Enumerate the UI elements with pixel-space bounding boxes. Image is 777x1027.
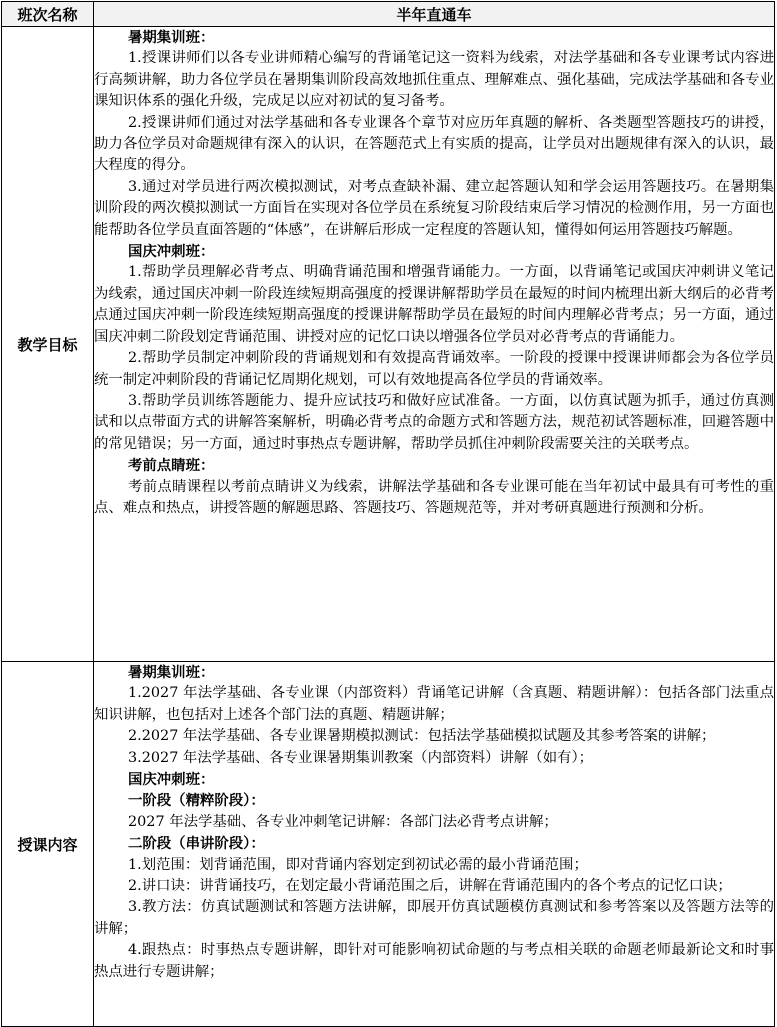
section-title-summer: 暑期集训班： (128, 664, 215, 681)
goals-row (2, 27, 775, 662)
phase1-text: 2027 年法学基础、各专业冲刺笔记讲解：各部门法必背考点讲解； (128, 813, 558, 830)
content-summer-item: 1.2027 年法学基础、各专业课（内部资料）背诵笔记讲解（含真题、精题讲解）：包括各部门法重点知识讲解，也包括对上述各个部门法的真题、精题讲解； (94, 685, 774, 723)
phase2-item: 1.划范围：划背诵范围，即对背诵内容划定到初试必需的最小背诵范围； (128, 856, 588, 873)
section-title-national: 国庆冲刺班： (128, 771, 215, 789)
phase2-item: 4.跟热点：时事热点专题讲解，即针对可能影响初试命题的与考点相关联的命题老师最新论文和时事热点进行专题讲解； (94, 942, 774, 980)
course-table (1, 1, 775, 1027)
header-row (2, 2, 775, 27)
goals-label: 教学目标 (2, 27, 94, 662)
content-summer-item: 2.2027 年法学基础、各专业课暑期模拟测试：包括法学基础模拟试题及其参考答案的讲解； (128, 728, 716, 745)
phase2-title: 二阶段（串讲阶段）： (128, 835, 265, 853)
goal-summer-item: 2.授课讲师们通过对法学基础和各专业课各个章节对应历年真题的解析、各类题型答题技巧的讲授，助力各位学员对命题规律有深入的认识，在答题范式上有实质的提高，让学员对出题规律有深入的认识，最大程度的得分。 (94, 114, 774, 174)
goal-summer-item: 1.授课讲师们以各专业讲师精心编写的背诵笔记这一资料为线索，对法学基础和各专业课考试内容进行高频讲解，助力各位学员在暑期集训阶段高效地抓住重点、理解难点、强化基础，完成法学基础和各专业课知识体系的强化升级，完成足以应对初试的复习备考。 (94, 50, 774, 110)
phase2-item: 2.讲口诀：讲背诵技巧，在划定最小背诵范围之后，讲解在背诵范围内的各个考点的记忆口诀； (128, 878, 732, 895)
phase1-title: 一阶段（精粹阶段）： (128, 792, 265, 810)
goal-summer-item: 3.通过对学员进行两次模拟测试，对考点查缺补漏、建立起答题认知和学会运用答题技巧。在暑期集训阶段的两次模拟测试一方面旨在实现对各位学员在系统复习阶段结束后学习情况的检测作用，另一方面也能帮助各位学员直面答题的“体感”，在讲解后形成一定程度的答题认知，懂得如何运用答题技巧解题。 (94, 178, 774, 238)
section-title-pre-exam: 考前点睛班： (128, 457, 215, 475)
header-program-name: 半年直通车 (94, 2, 775, 27)
header-class-name: 班次名称 (2, 2, 94, 27)
goal-national-item: 3.帮助学员训练答题能力、提升应试技巧和做好应试准备。一方面，以仿真试题为抓手，通过仿真测试和以点带面方式的讲解答案解析，明确必背考点的命题方式和答题方法，规范初试答题标准，回避答题中的常见错误；另一方面，通过时事热点专题讲解，帮助学员抓住冲刺阶段需要关注的关联考点。 (94, 392, 774, 452)
section-title-national: 国庆冲刺班： (128, 243, 215, 261)
goal-pre-exam-item: 考前点睛课程以考前点睛讲义为线索，讲解法学基础和各专业课可能在当年初试中最具有可考性的重点、难点和热点，讲授答题的解题思路、答题技巧、答题规范等，并对考研真题进行预测和分析。 (94, 478, 774, 516)
goal-national-item: 2.帮助学员制定冲刺阶段的背诵规划和有效提高背诵效率。一阶段的授课中授课讲师都会为各位学员统一制定冲刺阶段的背诵记忆周期化规划，可以有效地提高各位学员的背诵效率。 (94, 350, 774, 388)
goal-national-item: 1.帮助学员理解必背考点、明确背诵范围和增强背诵能力。一方面，以背诵笔记或国庆冲刺讲义笔记为线索，通过国庆冲刺一阶段连续短期高强度的授课讲解帮助学员在最短的时间内梳理出新大纲后的必背考点通过国庆冲刺一阶段连续短期高强度的授课讲解帮助学员在最短的时间内理解必背考点；另一方面，通过国庆冲刺二阶段划定背诵范围、讲授对应的记忆口诀以增强各位学员对必背考点的背诵能力。 (94, 264, 774, 345)
section-title-summer: 暑期集训班： (128, 29, 215, 46)
content-body (94, 662, 775, 1027)
content-summer-item: 3.2027 年法学基础、各专业课暑期集训教案（内部资料）讲解（如有）； (128, 749, 594, 766)
goals-content (94, 27, 775, 662)
phase2-item: 3.教方法：仿真试题测试和答题方法讲解，即展开仿真试题模仿真测试和参考答案以及答题方法等的讲解； (94, 899, 774, 937)
content-row (2, 662, 775, 1027)
content-label: 授课内容 (2, 662, 94, 1027)
